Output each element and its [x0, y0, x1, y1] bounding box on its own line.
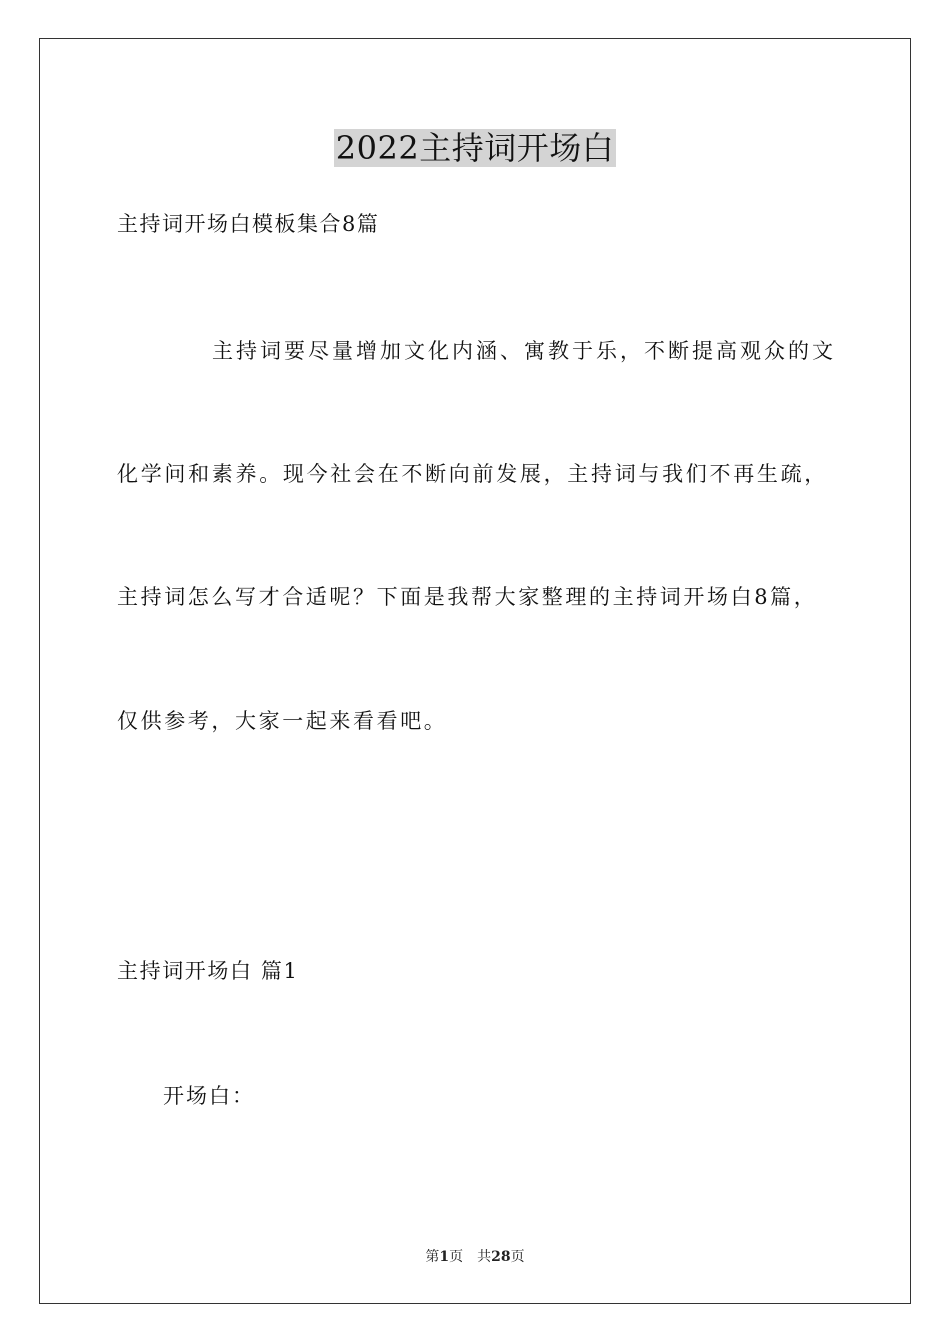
- intro-paragraph-line-3: 主持词怎么写才合适呢？下面是我帮大家整理的主持词开场白8篇，: [117, 585, 818, 609]
- page-footer: [0, 1248, 950, 1266]
- page-current: 1: [439, 1249, 450, 1265]
- page-total: 28: [491, 1249, 511, 1265]
- page-prefix: 第: [425, 1249, 440, 1265]
- total-suffix: 页: [510, 1249, 525, 1265]
- document-subtitle: 主持词开场白模板集合8篇: [117, 212, 380, 236]
- opening-label: 开场白：: [163, 1084, 255, 1108]
- intro-paragraph-line-1: 主持词要尽量增加文化内涵、寓教于乐，不断提高观众的文: [212, 339, 836, 363]
- intro-paragraph-line-2: 化学问和素养。现今社会在不断向前发展，主持词与我们不再生疏，: [117, 462, 828, 486]
- document-title: [0, 128, 950, 168]
- page-suffix: 页: [449, 1249, 464, 1265]
- document-title-text: 2022主持词开场白: [335, 129, 615, 167]
- intro-paragraph-line-4: 仅供参考，大家一起来看看吧。: [117, 709, 448, 733]
- total-prefix: 共: [477, 1249, 492, 1265]
- section-heading: 主持词开场白 篇1: [117, 959, 299, 983]
